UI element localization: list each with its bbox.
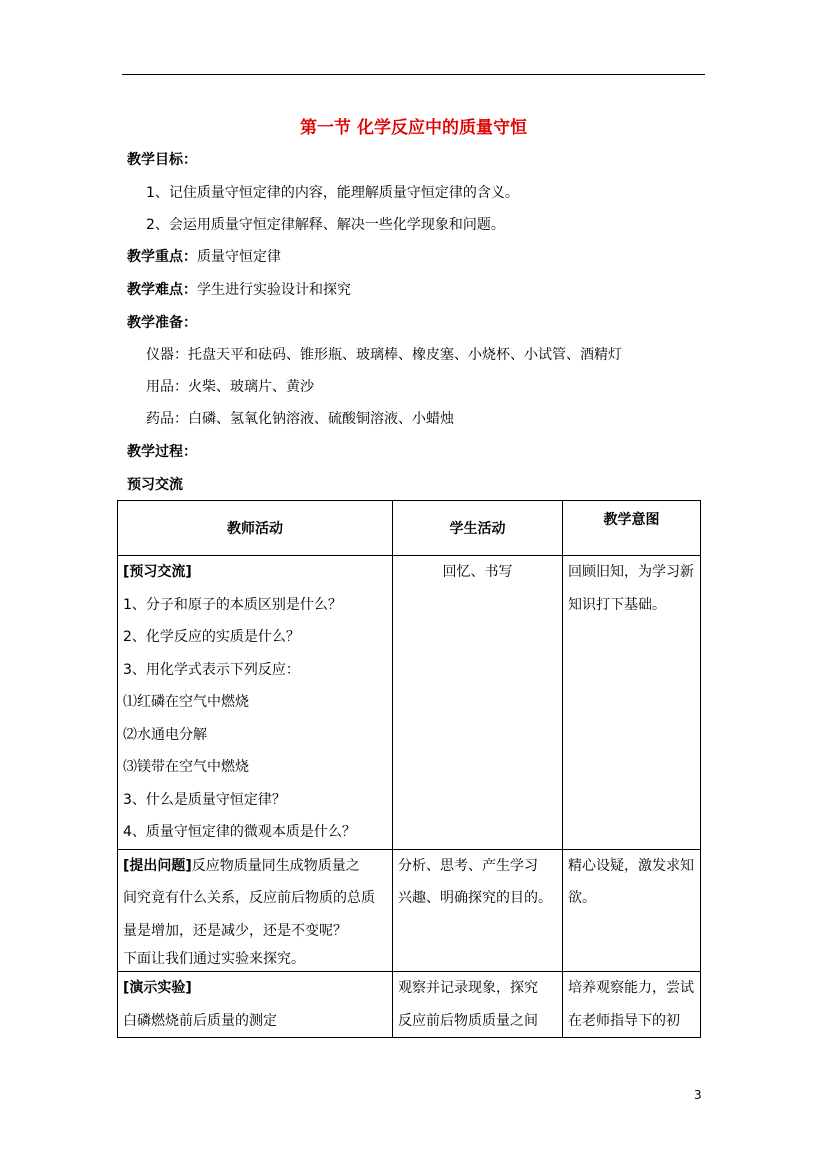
purpose-line: 在老师指导下的初 — [568, 1012, 680, 1029]
page-number: 3 — [694, 1088, 702, 1102]
key-point-label: 教学重点： — [127, 249, 197, 265]
teacher-line: ⑵水通电分解 — [123, 726, 207, 743]
preparation-item: 药品：白磷、氢氧化钠溶液、硫酸铜溶液、小蜡烛 — [146, 411, 454, 427]
teacher-line: 4、质量守恒定律的微观本质是什么？ — [123, 824, 356, 840]
preparation-item: 仪器：托盘天平和砝码、锥形瓶、玻璃棒、橡皮塞、小烧杯、小试管、酒精灯 — [146, 347, 622, 363]
teaching-purpose-cell — [563, 556, 701, 850]
objective-item: 2、会运用质量守恒定律解释、解决一些化学现象和问题。 — [146, 217, 505, 233]
teacher-line: ⑶镁带在空气中燃烧 — [123, 759, 249, 775]
teacher-line: 下面让我们通过实验来探究。 — [123, 951, 305, 967]
teacher-line: 2、化学反应的实质是什么？ — [123, 629, 300, 645]
student-activity-cell — [393, 849, 563, 972]
header-student-activity: 学生活动 — [393, 501, 563, 556]
objectives-heading: 教学目标： — [127, 152, 197, 168]
purpose-line: 精心设疑，激发求知 — [568, 857, 694, 874]
teacher-line: 3、用化学式表示下列反应： — [123, 661, 300, 678]
difficulty-label: 教学难点： — [127, 282, 197, 298]
section-label: [预习交流] — [123, 564, 192, 580]
teacher-line: 3、什么是质量守恒定律？ — [123, 791, 286, 808]
teacher-text: 反应物质量同生成物质量之 — [191, 857, 360, 874]
page-title: 第一节 化学反应中的质量守恒 — [300, 118, 527, 138]
difficulty — [127, 281, 351, 299]
teacher-activity-cell — [118, 972, 393, 1038]
teacher-activity-cell — [118, 849, 393, 972]
teacher-line: 白磷燃烧前后质量的测定 — [123, 1012, 277, 1029]
teacher-line: 量是增加，还是减少，还是不变呢？ — [123, 922, 347, 939]
objective-item: 1、记住质量守恒定律的内容，能理解质量守恒定律的含义。 — [146, 185, 519, 201]
teaching-purpose-cell — [563, 849, 701, 972]
purpose-line: 知识打下基础。 — [568, 596, 666, 613]
section-label: [提出问题] — [123, 857, 192, 874]
student-line: 分析、思考、产生学习 — [398, 857, 538, 874]
key-point-text: 质量守恒定律 — [197, 249, 281, 265]
lesson-table — [117, 500, 701, 1038]
table-row — [118, 556, 701, 850]
section-label: [演示实验] — [123, 980, 192, 996]
header-teacher-activity: 教师活动 — [118, 501, 393, 556]
teacher-activity-cell — [118, 556, 393, 850]
student-line: 兴趣、明确探究的目的。 — [398, 890, 552, 906]
section-heading: 预习交流 — [127, 477, 183, 493]
student-activity-cell — [393, 556, 563, 850]
header-rule — [122, 74, 705, 75]
teacher-line — [123, 850, 387, 883]
student-line: 观察并记录现象，探究 — [398, 980, 538, 996]
purpose-line: 欲。 — [568, 890, 596, 906]
process-heading: 教学过程： — [127, 444, 197, 460]
purpose-line: 培养观察能力，尝试 — [568, 980, 694, 996]
teacher-line: ⑴红磷在空气中燃烧 — [123, 694, 249, 710]
student-line: 反应前后物质质量之间 — [398, 1012, 538, 1029]
student-line: 回忆、书写 — [442, 564, 513, 580]
table-row — [118, 849, 701, 972]
purpose-line: 回顾旧知，为学习新 — [568, 564, 694, 580]
header-teaching-purpose: 教学意图 — [563, 501, 701, 556]
table-header-row — [118, 501, 701, 556]
teacher-line: 1、分子和原子的本质区别是什么？ — [123, 596, 342, 613]
teaching-purpose-cell — [563, 972, 701, 1038]
difficulty-text: 学生进行实验设计和探究 — [197, 282, 351, 298]
table-row — [118, 972, 701, 1038]
teacher-line: 间究竟有什么关系，反应前后物质的总质 — [123, 890, 375, 906]
student-activity-cell — [393, 972, 563, 1038]
preparation-item: 用品：火柴、玻璃片、黄沙 — [146, 379, 314, 395]
preparation-heading: 教学准备： — [127, 315, 197, 331]
key-point — [127, 248, 281, 266]
